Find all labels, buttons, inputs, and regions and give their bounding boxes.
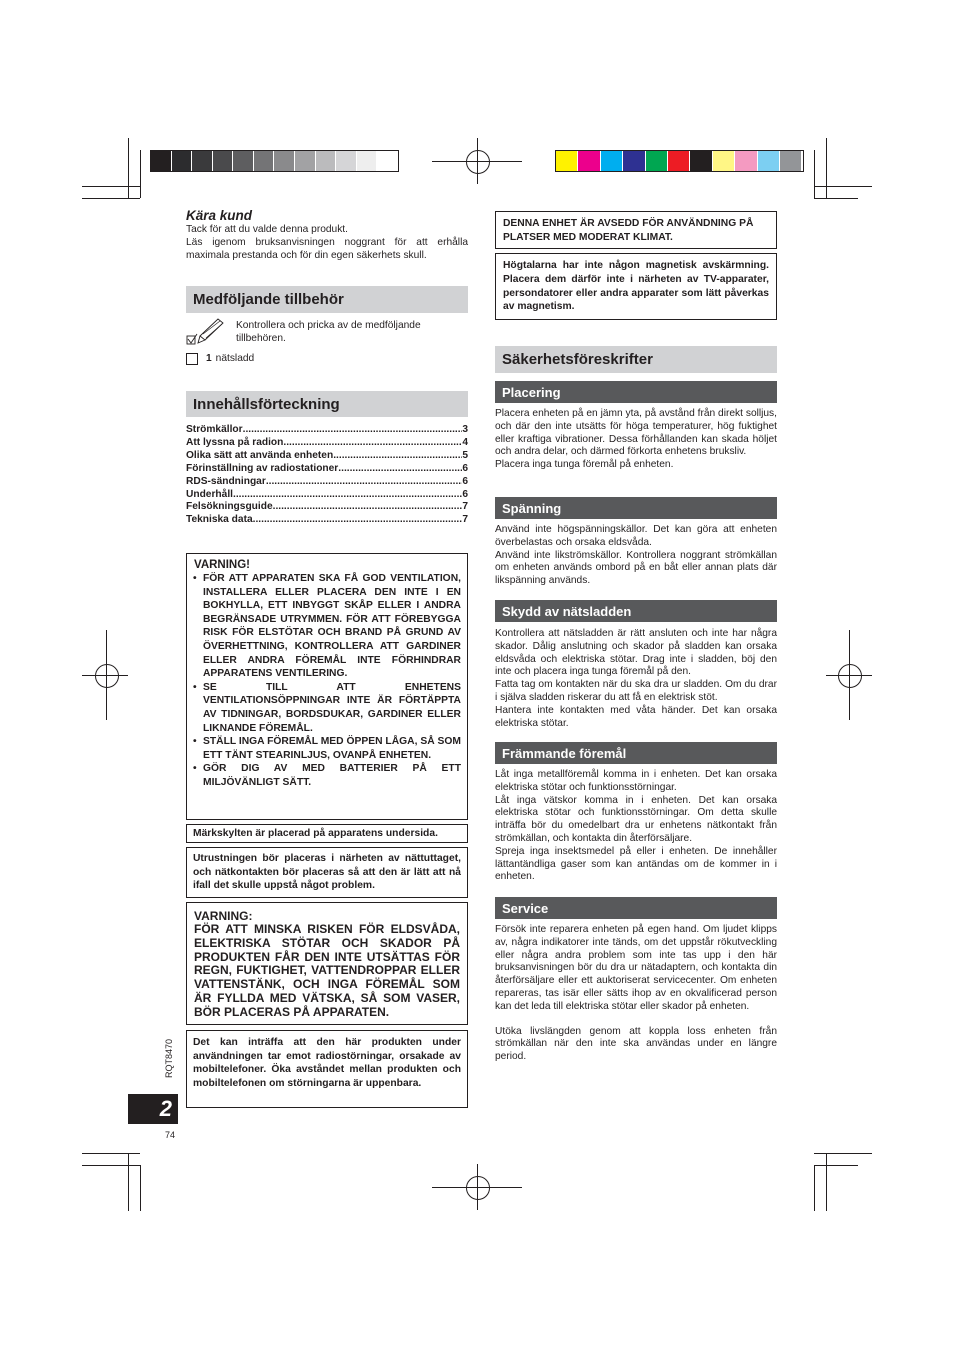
toc-row[interactable] (186, 489, 468, 502)
color-swatch (646, 151, 668, 171)
toc-label: Olika sätt att använda enheten (186, 449, 334, 461)
color-swatch (233, 151, 254, 171)
toc-row[interactable] (186, 501, 468, 514)
toc-leader (333, 450, 462, 463)
section-heading-frammande: Främmande föremål (495, 742, 777, 764)
sub-page-number: 74 (165, 1130, 176, 1140)
paragraph: Fatta tag om kontakten när du ska dra ur sladden. Om du drar i själva sladden riskerar du att få en elektrisk stöt. (495, 679, 777, 703)
toc-row[interactable] (186, 450, 468, 463)
toc-leader (253, 514, 463, 527)
section-body-spanning (495, 524, 777, 588)
toc-label: RDS-sändningar (186, 475, 266, 487)
color-swatch (690, 151, 712, 171)
section-body-service (495, 924, 777, 1064)
toc-row[interactable] (186, 514, 468, 527)
section-heading-natsladd: Skydd av nätsladden (495, 600, 777, 622)
paragraph: Hantera inte kontakten med våta händer. Det kan orsaka elektriska stötar. (495, 704, 777, 729)
color-swatch (336, 151, 357, 171)
section-body-frammande (495, 769, 777, 884)
toc-page: 4 (462, 436, 468, 448)
section-heading-spanning: Spänning (495, 497, 777, 519)
table-of-contents (186, 424, 468, 527)
climate-note: DENNA ENHET ÄR AVSEDD FÖR ANVÄNDNING PÅ PLATSER MED MODERAT KLIMAT. (503, 218, 754, 243)
toc-leader (233, 489, 462, 502)
toc-leader (273, 501, 463, 514)
color-swatch (172, 151, 193, 171)
paragraph: Placera inga tunga föremål på enheten. (495, 459, 674, 471)
warning-item-text: GÖR DIG AV MED BATTERIER PÅ ETT MILJÖVÄNLIGT SÄTT. (203, 763, 461, 788)
color-swatch (274, 151, 295, 171)
warning-item (193, 735, 461, 762)
warning2-text: FÖR ATT MINSKA RISKEN FÖR ELDSVÅDA, ELEKTRISKA STÖTAR OCH SKADOR PÅ PRODUKTEN FÅR DEN INTE UTSÄTTAS FÖR REGN, FUKTIGHET, VATTENDROPPAR ELLER VATTENSTÄNK, OCH INGA FÖREMÅL SOM ÄR FYLLDA MED VÄTSKA, SÅ SOM VASER, BÖR PLACERAS PÅ APPARATEN. (194, 922, 460, 1019)
toc-row[interactable] (186, 424, 468, 437)
toc-leader (283, 437, 462, 450)
page-number-tab (128, 1094, 178, 1124)
accessory-name: nätsladd (215, 353, 255, 364)
toc-label: Underhåll (186, 488, 233, 500)
warning-title: VARNING! (194, 559, 251, 571)
paragraph: Placera enheten på en jämn yta, på avstånd från direkt solljus, och där den inte utsätts för höga temperaturer, hög fuktighet eller kraftiga vibrationer. Dessa förhållanden kan skada höljet och andra delar, och därmed förkorta enhetens bruksliv. (495, 408, 777, 458)
accessories-heading: Medföljande tillbehör (186, 286, 468, 313)
greeting (186, 208, 468, 262)
paragraph: Använd inte likströmskällor. Kontrollera noggrant strömkällan om enheten används ombord på en båt eller annan plats där likspänning används. (495, 549, 777, 587)
paragraph: Försök inte reparera enheten på egen hand. Om ljudet klipps av, några indikatorer inte tänds, om det uppstår rökutveckling eller några andra problem som inte tas upp i den här bruksanvisningen bör du dra ur nätadaptern, och kontakta din återförsäljare eller ett auktoriserat servicecenter. Om enheten repareras, tas isär eller sätts ihop av en okvalificerad person kan det leda till elektriska stötar eller skador på enheten. (495, 924, 777, 1012)
accessory-qty: 1 (206, 353, 212, 364)
color-swatch (578, 151, 600, 171)
warning-box-fire (186, 902, 468, 1025)
speaker-note-box (495, 253, 777, 320)
paragraph: Utöka livslängden genom att koppla loss enheten från strömkällan när den inte ska användas under en längre period. (495, 1025, 777, 1063)
section-heading-placering: Placering (495, 381, 777, 403)
toc-label: Felsökningsguide (186, 501, 273, 513)
toc-row[interactable] (186, 476, 468, 489)
warning-list (193, 572, 461, 790)
toc-page: 7 (462, 501, 468, 513)
paragraph: Låt inga metallföremål komma in i enheten. Det kan orsaka elektriska stötar och funktionsstörningar. (495, 769, 777, 793)
accessory-checkbox[interactable] (186, 353, 198, 365)
paragraph: Låt inga vätskor komma in i enheten. Det kan orsaka elektriska stötar och funktionsstörningar. Om detta skulle inträffa bör du omedelbart dra ur enhetens nätkontakt från strömkällan, och kontakta din återförsäljare. (495, 794, 777, 844)
color-swatch (623, 151, 645, 171)
toc-leader (338, 463, 462, 476)
outlet-note-box (186, 847, 468, 898)
color-swatch (601, 151, 623, 171)
warning-item-text: FÖR ATT APPARATEN SKA FÅ GOD VENTILATION, INSTALLERA ELLER PLACERA DEN INTE I EN BOKHYLLA, ETT INBYGGT SKÅP ELLER I ANDRA BEGRÄNSADE UTRYMMEN. FÖR ATT FÖREBYGGA RISK FÖR ELSTÖTAR OCH BRAND PÅ GRUND AV ÖVERHETTNING, KONTROLLERA ATT GARDINER ELLER ANDRA FÖREMÅL INTE FÖRHINDRAR APPARATENS VENTILERING. (203, 573, 461, 680)
toc-page: 3 (462, 424, 468, 435)
interference-note-box (186, 1030, 468, 1108)
warning-item (193, 681, 461, 735)
accessory-item (186, 353, 254, 366)
color-swatch (192, 151, 213, 171)
interference-note: Det kan inträffa att den här produkten under användningen tar emot radiostörningar, orsakade av mobiltelefoner. Öka avståndet mellan produkten och mobiltelefonen om störningarna är uppenbara. (193, 1037, 461, 1089)
color-swatch (357, 151, 378, 171)
toc-label: Tekniska data (186, 514, 253, 526)
color-swatch (780, 151, 802, 171)
greeting-line: Tack för att du valde denna produkt. (186, 224, 348, 235)
color-swatch (254, 151, 275, 171)
paragraph: Använd inte högspänningskällor. Det kan göra att enheten överbelastas och orsaka eldsvåda. (495, 524, 777, 548)
color-swatch (556, 151, 578, 171)
speaker-note: Högtalarna har inte någon magnetisk avskärmning. Placera dem därför inte i närheten av TV-apparater, persondatorer eller andra apparater som lätt påverkas av magnetism. (503, 260, 769, 313)
gray-color-bar (150, 150, 399, 172)
toc-label: Strömkällor (186, 424, 243, 435)
color-swatch (213, 151, 234, 171)
warning-item-text: SE TILL ATT ENHETENS VENTILATIONSÖPPNINGAR INTE ÄR FÖRTÄPPTA AV TIDNINGAR, BORDSDUKAR, GARDINER ELLER LIKNANDE FÖREMÅL. (203, 681, 461, 734)
check-pen-icon (186, 316, 226, 346)
toc-label: Förinställning av radiostationer (186, 462, 339, 474)
warning2-title: VARNING: (194, 909, 253, 923)
toc-leader (243, 424, 463, 437)
warning-item (193, 762, 461, 789)
page-number: 2 (159, 1096, 172, 1121)
toc-page: 6 (462, 475, 468, 487)
toc-row[interactable] (186, 437, 468, 450)
color-swatch (377, 151, 398, 171)
toc-page: 6 (462, 488, 468, 500)
outlet-note: Utrustningen bör placeras i närheten av nättuttaget, och nätkontakten bör placeras så att den är lätt att nå ifall det skulle uppstå något problem. (193, 853, 461, 892)
climate-note-box (495, 211, 777, 249)
paragraph: Kontrollera att nätsladden är rätt ansluten och inte har några skador. Dålig anslutning och skador på sladden kan orsaka eldsvåda och elektriska stötar. Drag inte i sladden, böj den inte och placera inga tunga föremål på den. (495, 628, 777, 678)
bullet-icon: • (193, 763, 197, 775)
label-note: Märkskylten är placerad på apparatens undersida. (193, 828, 438, 839)
color-swatch (735, 151, 757, 171)
greeting-line: Läs igenom bruksanvisningen noggrant för att erhålla maximala prestanda och för din egen säkerhets skull. (186, 236, 468, 261)
color-swatch (316, 151, 337, 171)
toc-page: 6 (462, 462, 468, 474)
doc-code: RQT8470 (164, 1038, 174, 1078)
bullet-icon: • (193, 573, 197, 584)
greeting-title: Kära kund (186, 208, 253, 223)
section-body-placering (495, 408, 777, 472)
color-swatch (151, 151, 172, 171)
warning-box-ventilation (186, 553, 468, 820)
toc-row[interactable] (186, 463, 468, 476)
section-body-natsladd (495, 628, 777, 730)
color-swatch (713, 151, 735, 171)
color-swatch (295, 151, 316, 171)
contents-heading: Innehållsförteckning (186, 391, 468, 417)
paragraph: Spreja inga insektsmedel på eller i enheten. De innehåller lättantändliga gaser som kan antändas om de kommer in i enheten. (495, 845, 777, 883)
safety-heading: Säkerhetsföreskrifter (495, 346, 777, 373)
accessories-check-text: Kontrollera och pricka av de medföljande tillbehören. (236, 320, 421, 344)
color-swatch (758, 151, 780, 171)
section-heading-service: Service (495, 897, 777, 919)
color-bar (555, 150, 804, 172)
bullet-icon: • (193, 681, 197, 693)
color-swatch (668, 151, 690, 171)
toc-leader (266, 476, 463, 489)
toc-label: Att lyssna på radion (186, 436, 284, 448)
warning-item (193, 572, 461, 681)
label-note-box (186, 824, 468, 843)
warning-item-text: STÄLL INGA FÖREMÅL MED ÖPPEN LÅGA, SÅ SOM ETT TÄNT STEARINLJUS, OVANPÅ ENHETEN. (203, 736, 461, 761)
toc-page: 5 (462, 449, 468, 461)
toc-page: 7 (462, 514, 468, 526)
bullet-icon: • (193, 736, 197, 748)
